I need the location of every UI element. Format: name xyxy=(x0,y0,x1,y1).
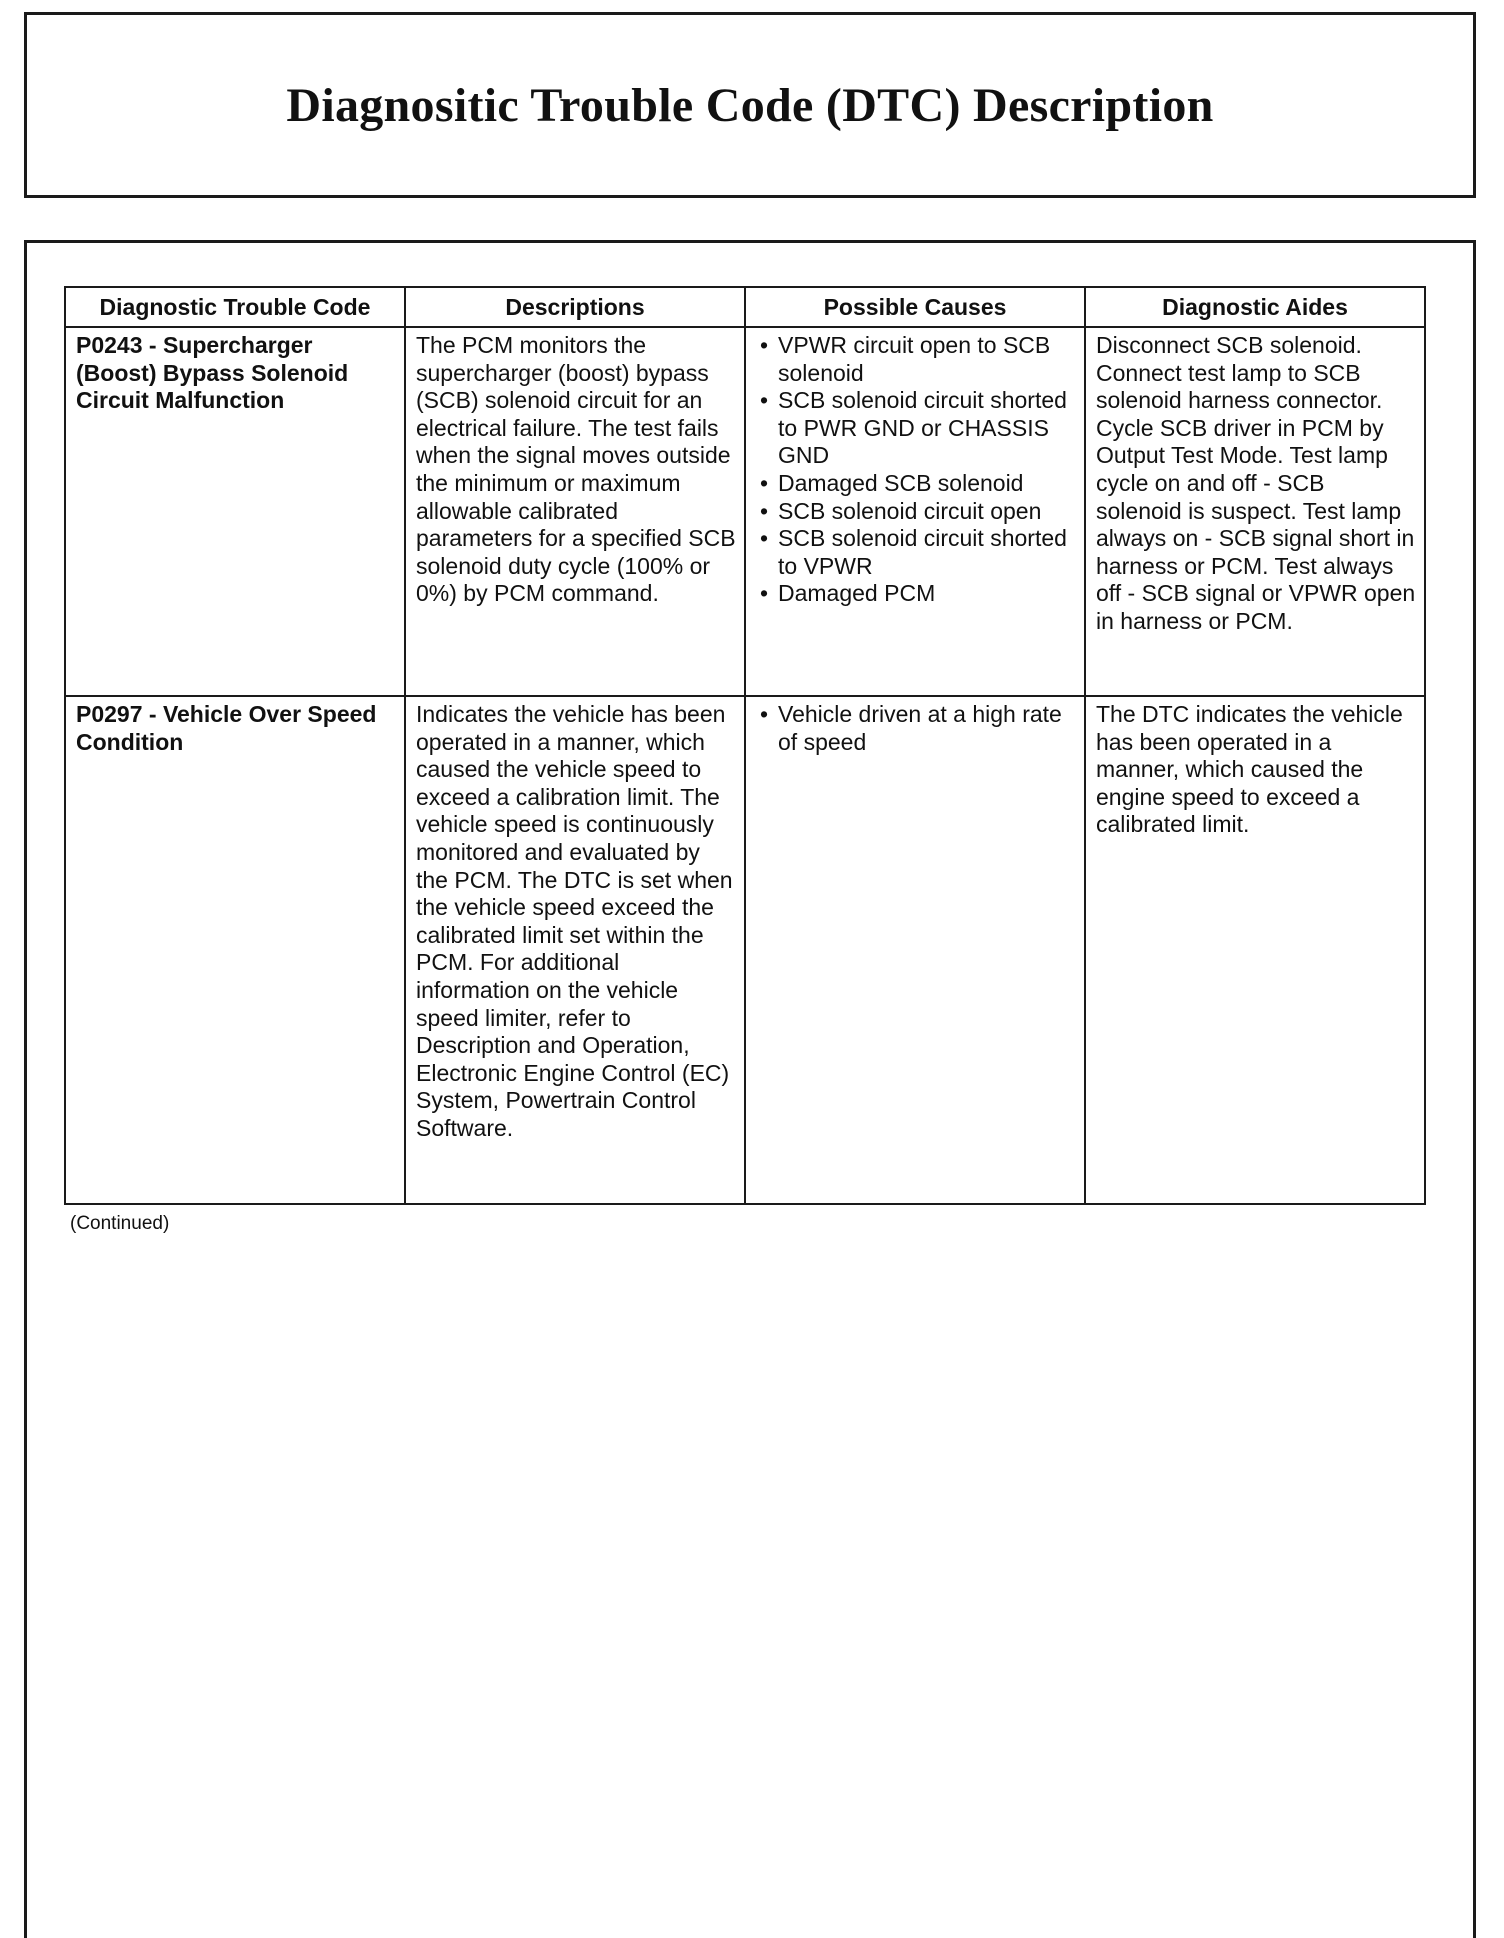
cause-item: • SCB solenoid circuit shorted to PWR GND or CHASSIS GND xyxy=(756,387,1076,470)
description-cell: The PCM monitors the supercharger (boost) bypass (SCB) solenoid circuit for an electrical failure. The test fails when the signal moves outside the minimum or maximum allowable calibrated parameters for a specified SCB solenoid duty cycle (100% or 0%) by PCM command. xyxy=(405,327,745,696)
dtc-table xyxy=(64,286,1426,1205)
aides-cell: Disconnect SCB solenoid. Connect test lamp to SCB solenoid harness connector. Cycle SCB driver in PCM by Output Test Mode. Test lamp cycle on and off - SCB solenoid is suspect. Test lamp always on - SCB signal short in harness or PCM. Test always off - SCB signal or VPWR open in harness or PCM. xyxy=(1085,327,1425,696)
causes-cell xyxy=(745,327,1085,696)
dtc-code-cell: P0297 - Vehicle Over Speed Condition xyxy=(65,696,405,1204)
content-box xyxy=(24,240,1476,1938)
page-title: Diagnositic Trouble Code (DTC) Description xyxy=(286,78,1214,132)
header-possible-causes: Possible Causes xyxy=(745,287,1085,327)
causes-list xyxy=(756,701,1076,756)
cause-item: • SCB solenoid circuit shorted to VPWR xyxy=(756,525,1076,580)
header-code: Diagnostic Trouble Code xyxy=(65,287,405,327)
table-row xyxy=(65,327,1425,696)
header-descriptions: Descriptions xyxy=(405,287,745,327)
cause-item: • VPWR circuit open to SCB solenoid xyxy=(756,332,1076,387)
cause-item: • Damaged PCM xyxy=(756,580,1076,608)
description-cell: Indicates the vehicle has been operated in a manner, which caused the vehicle speed to exceed a calibration limit. The vehicle speed is continuously monitored and evaluated by the PCM. The DTC is set when the vehicle speed exceed the calibrated limit set within the PCM. For additional information on the vehicle speed limiter, refer to Description and Operation, Electronic Engine Control (EC) System, Powertrain Control Software. xyxy=(405,696,745,1204)
cause-item: • SCB solenoid circuit open xyxy=(756,498,1076,526)
table-row xyxy=(65,696,1425,1204)
aides-cell: The DTC indicates the vehicle has been operated in a manner, which caused the engine speed to exceed a calibrated limit. xyxy=(1085,696,1425,1204)
cause-item: • Damaged SCB solenoid xyxy=(756,470,1076,498)
causes-cell xyxy=(745,696,1085,1204)
header-diagnostic-aides: Diagnostic Aides xyxy=(1085,287,1425,327)
continued-label: (Continued) xyxy=(70,1213,170,1234)
cause-item: • Vehicle driven at a high rate of speed xyxy=(756,701,1076,756)
table-header-row xyxy=(65,287,1425,327)
dtc-code-cell: P0243 - Supercharger (Boost) Bypass Solenoid Circuit Malfunction xyxy=(65,327,405,696)
title-box xyxy=(24,12,1476,198)
causes-list xyxy=(756,332,1076,608)
